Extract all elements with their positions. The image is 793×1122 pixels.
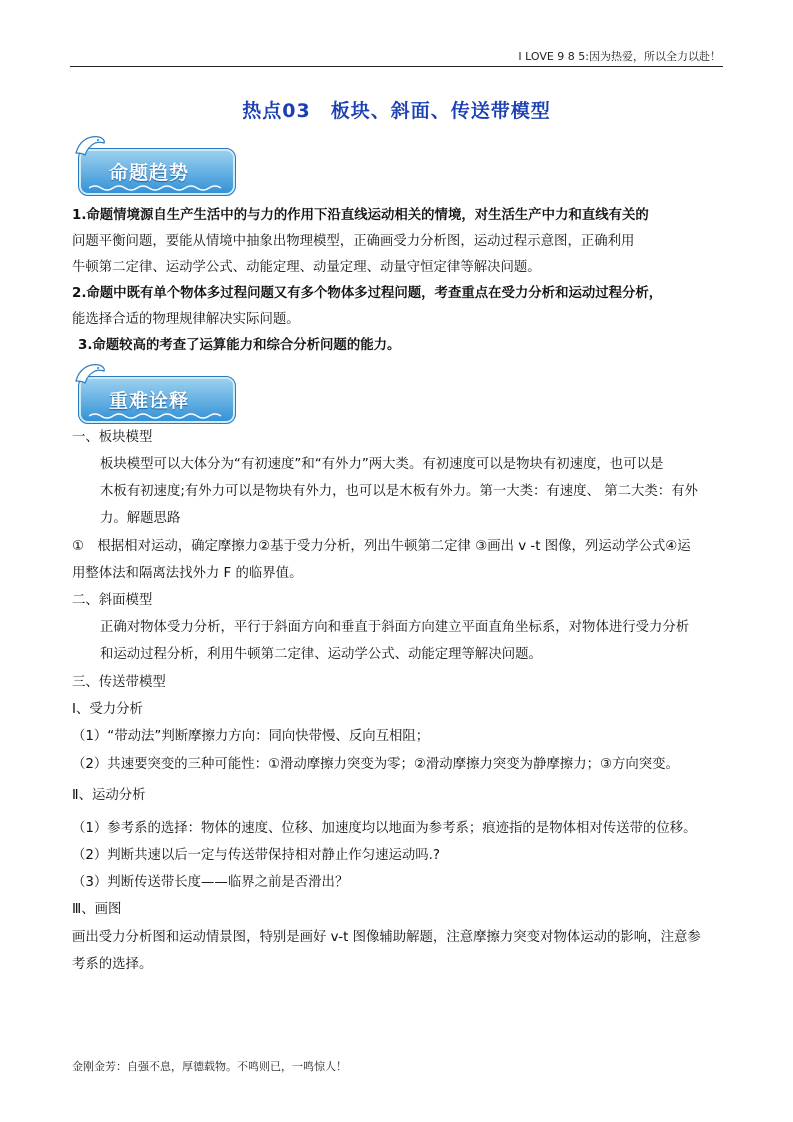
page-title: 热点03 板块、斜面、传送带模型 — [242, 100, 551, 122]
board-block-text-1: 板块模型可以大体分为“有初速度”和“有外力”两大类。有初速度可以是物块有初速度，也可以是 — [100, 457, 664, 472]
heading-conveyor: 三、传送带模型 — [72, 675, 166, 690]
wave-decoration — [89, 412, 224, 419]
header-slogan: I LOVE 9 8 5:因为热爱，所以全力以赴！ — [518, 50, 721, 63]
section-banner-explanation — [78, 376, 236, 424]
board-block-text-3: 力。解题思路 — [100, 511, 181, 526]
solution-steps-1: ① 根据相对运动，确定摩擦力②基于受力分析，列出牛顿第二定律 ③画出 v -t 图像，列运动学公式④运 — [72, 539, 691, 554]
board-block-text-2: 木板有初速度;有外力可以是物块有外力，也可以是木板有外力。第一大类：有速度、 第二大类：有外 — [100, 484, 698, 499]
drawing-text-1: 画出受力分析图和运动情景图，特别是画好 v-t 图像辅助解题，注意摩擦力突变对物体运动的影响，注意参 — [72, 930, 701, 945]
conveyor-force-1: （1）“带动法”判断摩擦力方向：同向快带慢、反向互相阻； — [72, 729, 430, 744]
trend-item-3: 3.命题较高的考查了运算能力和综合分析问题的能力。 — [78, 338, 401, 353]
solution-steps-2: 用整体法和隔离法找外力 F 的临界值。 — [72, 566, 303, 581]
section-banner-trend — [78, 148, 236, 196]
conveyor-motion-1: （1）参考系的选择：物体的速度、位移、加速度均以地面为参考系；痕迹指的是物体相对传送带的位移。 — [72, 821, 697, 836]
dolphin-icon — [73, 131, 107, 161]
trend-item-2a: 2.命题中既有单个物体多过程问题又有多个物体多过程问题，考查重点在受力分析和运动过程分析， — [72, 286, 663, 301]
trend-item-1c: 牛顿第二定律、运动学公式、动能定理、动量定理、动量守恒定律等解决问题。 — [72, 260, 541, 275]
conveyor-sub-force: Ⅰ、受力分析 — [72, 702, 143, 717]
conveyor-sub-drawing: Ⅲ、画图 — [72, 902, 122, 917]
footer-motto: 金刚金芳：自强不息，厚德载物。不鸣则已，一鸣惊人！ — [72, 1060, 347, 1073]
trend-item-1b: 问题平衡问题，要能从情境中抽象出物理模型，正确画受力分析图，运动过程示意图，正确利用 — [72, 234, 635, 249]
conveyor-force-2: （2）共速要突变的三种可能性：①滑动摩擦力突变为零；②滑动摩擦力突变为静摩擦力；③方向突变。 — [72, 757, 679, 772]
header-rule — [70, 66, 723, 67]
conveyor-sub-motion: Ⅱ、运动分析 — [72, 788, 146, 803]
heading-board-block: 一、板块模型 — [72, 430, 153, 445]
wave-decoration — [89, 184, 224, 191]
banner-label: 重难诠释 — [109, 390, 190, 412]
dolphin-icon — [73, 359, 107, 389]
incline-text-2: 和运动过程分析，利用牛顿第二定律、运动学公式、动能定理等解决问题。 — [100, 647, 542, 662]
banner-label: 命题趋势 — [109, 162, 190, 184]
conveyor-motion-3: （3）判断传送带长度——临界之前是否滑出？ — [72, 875, 349, 890]
conveyor-motion-2: （2）判断共速以后一定与传送带保持相对静止作匀速运动吗.? — [72, 848, 441, 863]
trend-item-1a: 1.命题情境源自生产生活中的与力的作用下沿直线运动相关的情境，对生活生产中力和直线有关的 — [72, 208, 649, 223]
incline-text-1: 正确对物体受力分析，平行于斜面方向和垂直于斜面方向建立平面直角坐标系，对物体进行受力分析 — [100, 620, 690, 635]
trend-item-2b: 能选择合适的物理规律解决实际问题。 — [72, 312, 300, 327]
heading-incline: 二、斜面模型 — [72, 593, 153, 608]
drawing-text-2: 考系的选择。 — [72, 957, 153, 972]
